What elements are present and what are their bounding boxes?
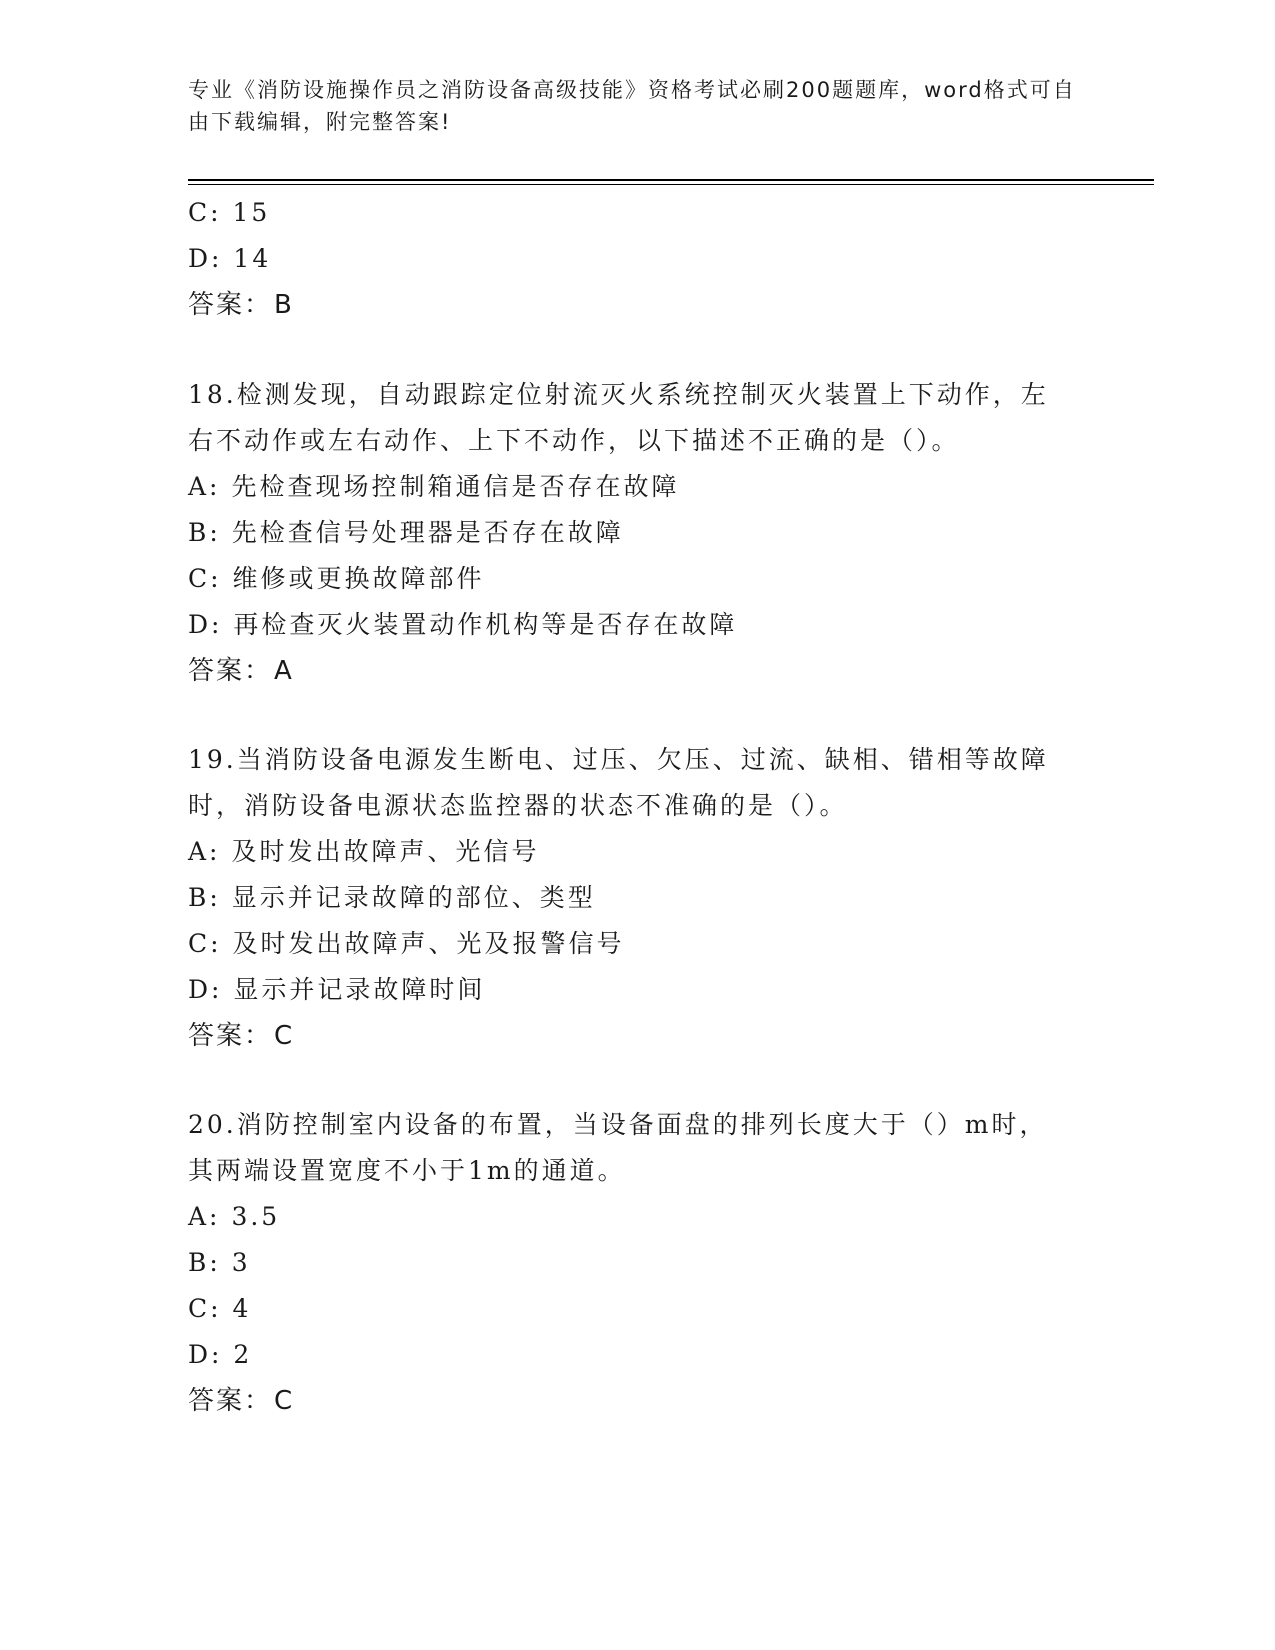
answer-line: 答案：C bbox=[188, 1386, 295, 1416]
option-c: C: 15 bbox=[188, 198, 271, 227]
question-stem: 20.消防控制室内设备的布置，当设备面盘的排列长度大于（）m时， bbox=[188, 1110, 1048, 1139]
option-d: D: 显示并记录故障时间 bbox=[188, 975, 486, 1004]
page-content bbox=[188, 190, 1078, 1424]
question-17-tail bbox=[188, 190, 1078, 328]
option-b: B: 显示并记录故障的部位、类型 bbox=[188, 883, 596, 912]
option-c: C: 维修或更换故障部件 bbox=[188, 564, 485, 593]
document-header bbox=[188, 74, 1078, 138]
option-b: B: 3 bbox=[188, 1248, 251, 1277]
option-d: D: 2 bbox=[188, 1340, 253, 1369]
option-a: A: 及时发出故障声、光信号 bbox=[188, 837, 540, 866]
option-d: D: 14 bbox=[188, 244, 272, 273]
question-stem: 19.当消防设备电源发生断电、过压、欠压、过流、缺相、错相等故障 bbox=[188, 745, 1049, 774]
header-divider-thick bbox=[188, 179, 1154, 181]
answer-line: 答案：C bbox=[188, 1021, 295, 1051]
option-d: D: 再检查灭火装置动作机构等是否存在故障 bbox=[188, 610, 738, 639]
question-stem: 18.检测发现，自动跟踪定位射流灭火系统控制灭火装置上下动作，左 bbox=[188, 380, 1049, 409]
option-a: A: 3.5 bbox=[188, 1202, 281, 1231]
option-a: A: 先检查现场控制箱通信是否存在故障 bbox=[188, 472, 680, 501]
header-divider-thin bbox=[188, 184, 1154, 185]
question-18 bbox=[188, 372, 1078, 694]
question-20 bbox=[188, 1102, 1078, 1424]
question-stem-cont: 其两端设置宽度不小于1m的通道。 bbox=[188, 1156, 626, 1185]
document-title: 专业《消防设施操作员之消防设备高级技能》资格考试必刷200题题库，word格式可自由下载编辑，附完整答案! bbox=[188, 78, 1076, 134]
question-19 bbox=[188, 737, 1078, 1059]
option-c: C: 及时发出故障声、光及报警信号 bbox=[188, 929, 625, 958]
answer-line: 答案：A bbox=[188, 656, 294, 686]
answer-line: 答案：B bbox=[188, 290, 294, 320]
question-stem-cont: 时，消防设备电源状态监控器的状态不准确的是（）。 bbox=[188, 791, 848, 820]
question-stem-cont: 右不动作或左右动作、上下不动作，以下描述不正确的是（）。 bbox=[188, 426, 960, 455]
option-c: C: 4 bbox=[188, 1294, 252, 1323]
option-b: B: 先检查信号处理器是否存在故障 bbox=[188, 518, 624, 547]
